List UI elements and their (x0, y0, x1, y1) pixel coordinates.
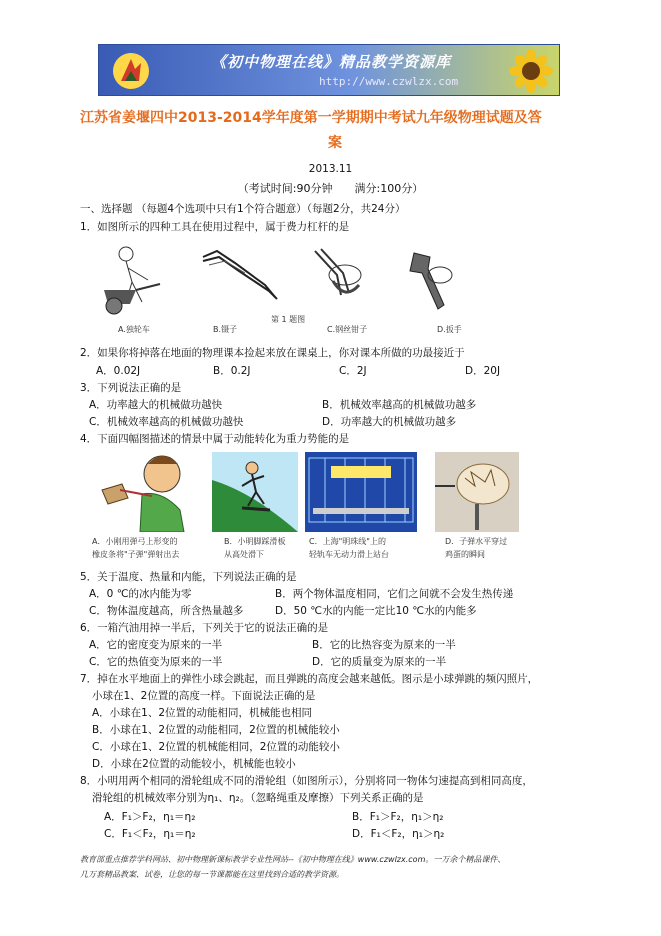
header-banner (98, 44, 560, 96)
question-2-stem: 2．如果你将掉落在地面的物理课本捡起来放在课桌上，你对课本所做的功最接近于 (80, 347, 465, 359)
q3-option-a: A．功率越大的机械做功越快 (89, 399, 223, 411)
q2-option-b: B．0.2J (213, 365, 251, 377)
q6-option-a: A．它的密度变为原来的一半 (89, 639, 223, 651)
q1-caption-a: A.独轮车 (118, 325, 150, 334)
tweezers-figure (195, 245, 285, 315)
bullet-egg-figure (435, 452, 519, 532)
q4-caption-a-line2: 橡皮条将"子弹"弹射出去 (92, 550, 180, 559)
q8-option-c: C．F₁＜F₂，η₁＝η₂ (104, 828, 196, 840)
question-1-stem: 1．如图所示的四种工具在使用过程中，属于费力杠杆的是 (80, 221, 350, 233)
exam-info: （考试时间:90分钟 满分:100分） (237, 182, 424, 195)
q6-option-c: C．它的热值变为原来的一半 (89, 656, 223, 668)
footer-line1: 教育部重点推荐学科网站、初中物理新课标教学专业性网站--《初中物理在线》www.czwlzx.com。一万余个精品课件、 (80, 855, 506, 864)
q6-option-d: D．它的质量变为原来的一半 (312, 656, 447, 668)
q7-option-a: A．小球在1、2位置的动能相同，机械能也相同 (92, 707, 313, 719)
q7-option-b: B．小球在1、2位置的动能相同，2位置的机械能较小 (92, 724, 340, 736)
q4-caption-d-line2: 鸡蛋的瞬间 (445, 550, 485, 559)
document-title-line1: 江苏省姜堰四中2013-2014学年度第一学期期中考试九年级物理试题及答 (80, 110, 542, 126)
footer-line2: 几万套精品教案、试卷，让您的每一节课都能在这里找到合适的教学资源。 (80, 870, 344, 879)
exam-date: 2013.11 (308, 163, 353, 175)
question-3-stem: 3．下列说法正确的是 (80, 382, 182, 394)
banner-title: 《初中物理在线》精品教学资源库 (211, 53, 452, 71)
q1-figure-label: 第 1 题图 (271, 315, 306, 324)
q7-option-c: C．小球在1、2位置的机械能相同，2位置的动能较小 (92, 741, 340, 753)
q6-option-b: B．它的比热容变为原来的一半 (312, 639, 456, 651)
question-7-stem-line2: 小球在1、2位置的高度一样。下面说法正确的是 (92, 690, 316, 702)
q1-caption-b: B.镊子 (213, 325, 238, 334)
question-7-stem-line1: 7．掉在水平地面上的弹性小球会跳起，而且弹跳的高度会越来越低。图示是小球弹跳的频闪照片， (80, 673, 539, 685)
wheelbarrow-figure (96, 240, 182, 320)
pliers-figure (305, 245, 385, 315)
banner-url[interactable]: http://www.czwlzx.com (319, 75, 459, 88)
q3-option-b: B．机械效率越高的机械做功越多 (322, 399, 477, 411)
q8-option-b: B．F₁＞F₂，η₁＞η₂ (352, 811, 444, 823)
q1-caption-d: D.扳手 (437, 325, 462, 334)
question-8-stem-line1: 8．小明用两个相同的滑轮组成不同的滑轮组（如图所示），分别将同一物体匀速提高到相同高度， (80, 775, 533, 787)
q4-caption-b-line2: 从高处滑下 (224, 550, 264, 559)
q5-option-d: D．50 ℃水的内能一定比10 ℃水的内能多 (275, 605, 477, 617)
q3-option-c: C．机械效率越高的机械做功越快 (89, 416, 244, 428)
q5-option-c: C．物体温度越高，所含热量越多 (89, 605, 244, 617)
wrench-figure (400, 245, 470, 317)
question-5-stem: 5．关于温度、热量和内能，下列说法正确的是 (80, 571, 297, 583)
q2-option-a: A．0.02J (96, 365, 141, 377)
section-heading: 一、选择题 （每题4个选项中只有1个符合题意）（每题2分，共24分） (80, 203, 406, 215)
slingshot-boy-figure (92, 450, 198, 532)
q7-option-d: D．小球在2位置的动能较小，机械能也较小 (92, 758, 296, 770)
skateboard-figure (212, 452, 298, 532)
q4-caption-d-line1: D．子弹水平穿过 (445, 537, 508, 546)
q3-option-d: D．功率越大的机械做功越多 (322, 416, 457, 428)
q5-option-a: A．0 ℃的冰内能为零 (89, 588, 192, 600)
q1-caption-c: C.钢丝钳子 (327, 325, 368, 334)
q8-option-a: A．F₁＞F₂，η₁＝η₂ (104, 811, 196, 823)
q2-option-c: C．2J (339, 365, 367, 377)
q2-option-d: D．20J (465, 365, 501, 377)
q4-caption-a-line1: A．小刚用弹弓上形变的 (92, 537, 178, 546)
q4-caption-b-line1: B．小明脚踩滑板 (224, 537, 286, 546)
q5-option-b: B．两个物体温度相同，它们之间就不会发生热传递 (275, 588, 514, 600)
q4-caption-c-line2: 轻轨车无动力滑上站台 (309, 550, 389, 559)
question-4-stem: 4．下面四幅图描述的情景中属于动能转化为重力势能的是 (80, 433, 350, 445)
sunflower-icon (509, 49, 553, 93)
q4-caption-c-line1: C．上海"明珠线"上的 (309, 537, 386, 546)
site-logo-icon (111, 51, 151, 91)
light-rail-figure (305, 452, 417, 532)
q8-option-d: D．F₁＜F₂，η₁＞η₂ (352, 828, 445, 840)
document-title-line2: 案 (328, 135, 342, 151)
question-6-stem: 6．一箱汽油用掉一半后，下列关于它的说法正确的是 (80, 622, 329, 634)
question-8-stem-line2: 滑轮组的机械效率分别为η₁、η₂。（忽略绳重及摩擦）下列关系正确的是 (92, 792, 424, 804)
